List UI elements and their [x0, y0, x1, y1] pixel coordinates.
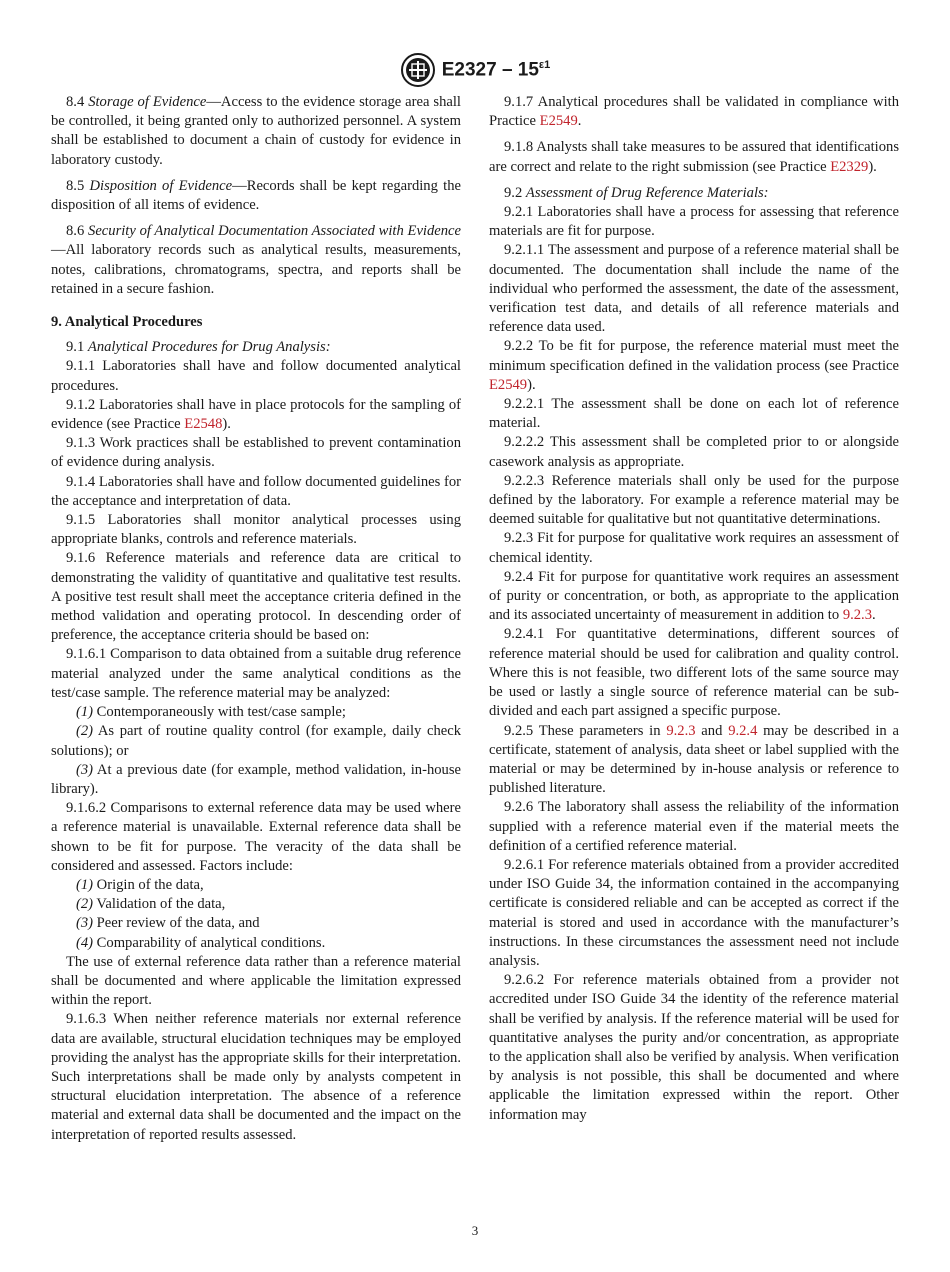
ref-link-9-2-3[interactable]: 9.2.3 — [666, 722, 696, 739]
section-9-1: 9.1 Analytical Procedures for Drug Analysis: — [66, 339, 331, 356]
section-9-2-1-1: 9.2.1.1 The assessment and purpose of a reference material shall be documented. The documentation shall include the name of the individual who performed the assessment, the date of the assessment, verification test data, and details of all reference materials and reference data used. — [489, 242, 899, 336]
section-9-1-5: 9.1.5 Laboratories shall monitor analytical processes using appropriate blanks, controls and reference materials. — [51, 512, 461, 548]
section-9-2-6-2: 9.2.6.2 For reference materials obtained from a provider not accredited under ISO Guide 34 the identity of the reference material shall be verified by analysis. If the reference material will be used for quantitative analyses the purity and/or concentration, as appropriate to the application shall also be verified by analysis. When verification by analysis is not possible, this shall be documented and where applicable the limitation expressed within the report. Other information may — [489, 972, 899, 1123]
section-8-5: 8.5 Disposition of Evidence—Records shall be kept regarding the disposition of all items of evidence. — [51, 177, 461, 214]
section-9-1-6-3: 9.1.6.3 When neither reference materials nor external reference data are available, structural elucidation techniques may be employed providing the analyst has the appropriate skills for their interpretation. Such interpretations shall be made only by analysts competent in structural elucidation interpretation. The absence of a reference material and external data shall be documented and the impact on the interpretation of reported results assessed. — [51, 1011, 461, 1143]
section-9-2-1: 9.2.1 Laboratories shall have a process for assessing that reference materials are fit for purpose. — [489, 204, 899, 240]
section-8-4: 8.4 Storage of Evidence—Access to the evidence storage area shall be controlled, it being granted only to authorized personnel. A system shall be established to document a chain of custody for evidence in laboratory custody. — [51, 94, 461, 168]
section-9-1-6: 9.1.6 Reference materials and reference data are critical to demonstrating the validity of quantitative and qualitative test results. A positive test result shall meet the acceptance criteria defined in the method validation and operating protocol. In descending order of preference, the acceptance criteria should be based on: — [51, 550, 461, 644]
section-9-2-5: 9.2.5 These parameters in 9.2.3 and 9.2.4 may be described in a certificate, statement of analysis, data sheet or label supplied with the material or may be determined by in-house analysis or reference to published literature. — [489, 722, 900, 797]
right-column — [489, 93, 899, 1125]
section-9-2-2-1: 9.2.2.1 The assessment shall be done on each lot of reference material. — [489, 396, 899, 432]
ref-link-e2549[interactable]: E2549 — [539, 113, 578, 130]
section-8-6: 8.6 Security of Analytical Documentation Associated with Evidence—All laboratory records such as analytical results, measurements, notes, calibrations, chromatograms, spectra, and reports shall be retained in a secure fashion. — [51, 223, 461, 297]
list-item: (1) Contemporaneously with test/case sample; — [76, 704, 346, 721]
section-9-2-4: 9.2.4 Fit for purpose for quantitative work requires an assessment of purity or concentration, or both, as appropriate to the application and its associated uncertainty of measurement in addition to 9.2.3. — [489, 568, 899, 624]
section-9-1-8: 9.1.8 Analysts shall take measures to be assured that identifications are correct and relate to the right submission (see Practice E2329). — [489, 139, 899, 175]
document-designation: $E2327 - 15^{\varepsilon 1}$ — [441, 58, 551, 81]
external-data-paragraph: The use of external reference data rather than a reference material shall be documented and where applicable the limitation expressed within the report. — [51, 953, 461, 1009]
list-item: (2) Validation of the data, — [76, 896, 226, 913]
section-9-1-1: 9.1.1 Laboratories shall have and follow documented analytical procedures. — [51, 358, 461, 394]
list-item: (2) As part of routine quality control (for example, daily check solutions); or — [51, 723, 461, 759]
left-column — [51, 93, 461, 1145]
section-9-1-6-2: 9.1.6.2 Comparisons to external reference data may be used where a reference material is unavailable. External reference data shall be shown to be fit for purpose. The veracity of the data shall be considered and assessed. Factors include: — [51, 800, 461, 874]
section-9-2-2-2: 9.2.2.2 This assessment shall be completed prior to or alongside casework analysis as appropriate. — [489, 434, 899, 470]
section-9-2: 9.2 Assessment of Drug Reference Materials: — [504, 184, 769, 201]
section-9-2-3: 9.2.3 Fit for purpose for qualitative work requires an assessment of chemical identity. — [489, 530, 899, 566]
list-item: (3) At a previous date (for example, method validation, in-house library). — [51, 761, 461, 797]
section-9-2-2-3: 9.2.2.3 Reference materials shall only be used for the purpose defined by the laboratory. For example a reference material may be deemed suitable for qualitative but not quantitative determinations. — [489, 472, 899, 528]
ref-link-e2329[interactable]: E2329 — [830, 158, 869, 175]
section-9-1-2: 9.1.2 Laboratories shall have in place protocols for the sampling of evidence (see Practice E2548). — [51, 396, 461, 433]
section-9-1-3: 9.1.3 Work practices shall be established to prevent contamination of evidence during analysis. — [51, 435, 461, 471]
section-9-1-7: 9.1.7 Analytical procedures shall be validated in compliance with Practice E2549. — [489, 94, 899, 130]
section-9-heading: 9. Analytical Procedures — [51, 314, 203, 331]
section-9-1-4: 9.1.4 Laboratories shall have and follow documented guidelines for the acceptance and interpretation of data. — [51, 473, 461, 509]
ref-link-9-2-3[interactable]: 9.2.3 — [842, 607, 872, 624]
section-9-2-4-1: 9.2.4.1 For quantitative determinations, different sources of reference material should be used for calibration and quality control. Where this is not feasible, two different lots of the same source may be used or lastly a single source of reference material can be sub-divided and each part assigned a specific purpose. — [489, 626, 899, 720]
ref-link-e2548[interactable]: E2548 — [184, 416, 223, 433]
list-item: (4) Comparability of analytical conditions. — [76, 934, 326, 951]
astm-logo-icon — [400, 52, 436, 88]
ref-link-e2549[interactable]: E2549 — [489, 376, 528, 393]
page-header — [0, 52, 950, 88]
list-item: (1) Origin of the data, — [76, 876, 204, 893]
section-9-2-6-1: 9.2.6.1 For reference materials obtained from a provider accredited under ISO Guide 34, the information contained in the accompanying certificate is considered reliable and can be accepted as correct if the material is stored and used in accordance with the manufacturer’s instructions. In these circumstances the assessment need not include analysis. — [489, 856, 899, 969]
section-9-2-6: 9.2.6 The laboratory shall assess the reliability of the information supplied with a reference material even if the material meets the definition of a certified reference material. — [489, 799, 899, 854]
section-9-1-6-1: 9.1.6.1 Comparison to data obtained from a suitable drug reference material analyzed under the same analytical conditions as the test/case sample. The reference material may be analyzed: — [51, 646, 461, 701]
section-9-2-2: 9.2.2 To be fit for purpose, the reference material must meet the minimum specification defined in the validation process (see Practice E2549). — [489, 338, 899, 393]
list-item: (3) Peer review of the data, and — [76, 915, 260, 932]
ref-link-9-2-4[interactable]: 9.2.4 — [728, 722, 758, 739]
page-number: 3 — [471, 1223, 479, 1238]
